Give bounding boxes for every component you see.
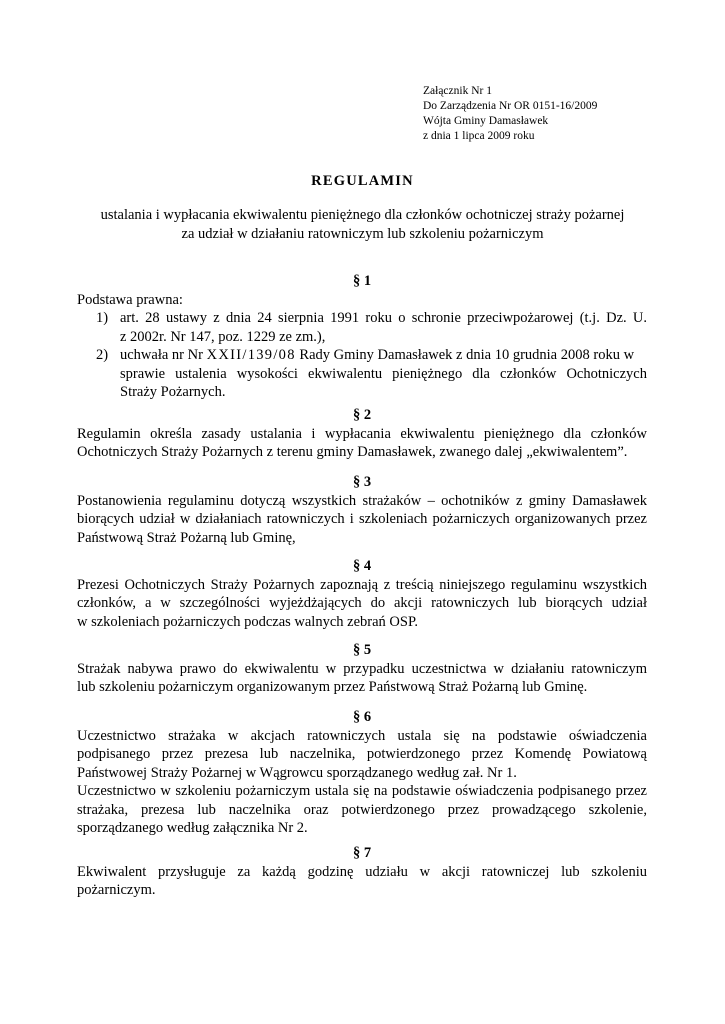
section-6 [77,708,647,838]
section-3 [77,473,647,547]
subtitle-line: ustalania i wypłacania ekwiwalentu pieniężnego dla członków ochotniczej straży pożarnej [100,207,625,223]
text-line: art. 28 ustawy z dnia 24 sierpnia 1991 roku o schronie przeciwpożarowej (t.j. Dz. U. [120,310,647,326]
text-line: członków, a w szczególności wyjeżdżających do akcji ratowniczych lub biorących udział [77,595,647,611]
text-line: Państwową Straż Pożarną lub Gminę, [77,529,296,546]
section-heading: § 1 [352,273,372,289]
section-heading: § 4 [352,558,372,574]
text-line: z 2002r. Nr 147, poz. 1229 ze zm.), [120,328,326,345]
annex-number: Załącznik Nr 1 [423,85,492,97]
section-heading: § 7 [352,845,372,861]
section-4 [77,557,647,631]
list-item [77,346,647,402]
text-line: sprawie ustalenia wysokości ekwiwalentu pieniężnego dla członków Ochotniczych [120,365,647,382]
document-title: REGULAMIN [311,173,414,189]
text-line: Ekwiwalent przysługuje za każdą godzinę udziału w akcji ratowniczej lub szkoleniu [77,863,647,880]
annex-ordinance: Do Zarządzenia Nr OR 0151-16/2009 [423,100,598,112]
text-fragment: Rady Gminy Damasławek z dnia 10 grudnia 2008 roku w [295,347,635,363]
section-1 [77,272,647,402]
text-line: sporządzanego według załącznika Nr 2. [77,820,308,836]
text-line: Regulamin określa zasady ustalania i wypłacania ekwiwalentu pieniężnego dla członków [77,425,647,442]
list-item-number: 2) [96,347,109,363]
text-line: biorących udział w działaniach ratowniczych i szkoleniach pożarniczych organizowanych przez [77,511,647,527]
text-fragment: uchwała nr Nr [120,347,207,363]
section-5 [77,641,647,697]
text-line [120,346,647,365]
text-line: podpisanego przez prezesa lub naczelnika, potwierdzonego przez Komendę Powiatową [77,746,647,762]
text-line: Uczestnictwo w szkoleniu pożarniczym ustala się na podstawie oświadczenia podpisanego przez [77,783,647,799]
subtitle-line: za udział w działaniu ratowniczym lub szkoleniu pożarniczym [181,226,544,242]
section-7 [77,844,647,900]
text-line: Postanowienia regulaminu dotyczą wszystkich strażaków – ochotników z gminy Damasławek [77,492,647,509]
section-heading: § 6 [352,709,372,725]
annex-date: z dnia 1 lipca 2009 roku [423,130,535,142]
section-intro: Podstawa prawna: [77,291,183,308]
text-line: Prezesi Ochotniczych Straży Pożarnych zapoznają z treścią niniejszego regulaminu wszystkich [77,576,647,593]
text-line: strażaka, prezesa lub naczelnika oraz potwierdzonego przez prowadzącego szkolenie, [77,801,647,818]
document-subtitle [60,206,665,244]
annex-issuer: Wójta Gminy Damasławek [423,115,549,127]
section-heading: § 2 [352,407,372,423]
annex-header [423,84,597,144]
text-line: Strażak nabywa prawo do ekwiwalentu w przypadku uczestnictwa w działaniu ratowniczym [77,660,647,677]
list-item [77,309,647,346]
text-line: pożarniczym. [77,882,156,898]
list-item-number: 1) [96,310,109,326]
text-line: Straży Pożarnych. [120,384,226,400]
text-line: Państwowej Straży Pożarnej w Wągrowcu sporządzanego według zał. Nr 1. [77,764,517,781]
text-line: Uczestnictwo strażaka w akcjach ratowniczych ustala się na podstawie oświadczenia [77,727,647,744]
section-heading: § 5 [352,642,372,658]
text-line: Ochotniczych Straży Pożarnych z terenu gminy Damasławek, zwanego dalej „ekwiwalentem”. [77,444,628,460]
text-line: lub szkoleniu pożarniczym organizowanym przez Państwową Straż Pożarną lub Gminę. [77,679,588,695]
text-line: w szkoleniach pożarniczych podczas walnych zebrań OSP. [77,613,419,630]
resolution-number: XXII/139/08 [206,347,296,363]
section-heading: § 3 [352,474,372,490]
section-2 [77,406,647,462]
